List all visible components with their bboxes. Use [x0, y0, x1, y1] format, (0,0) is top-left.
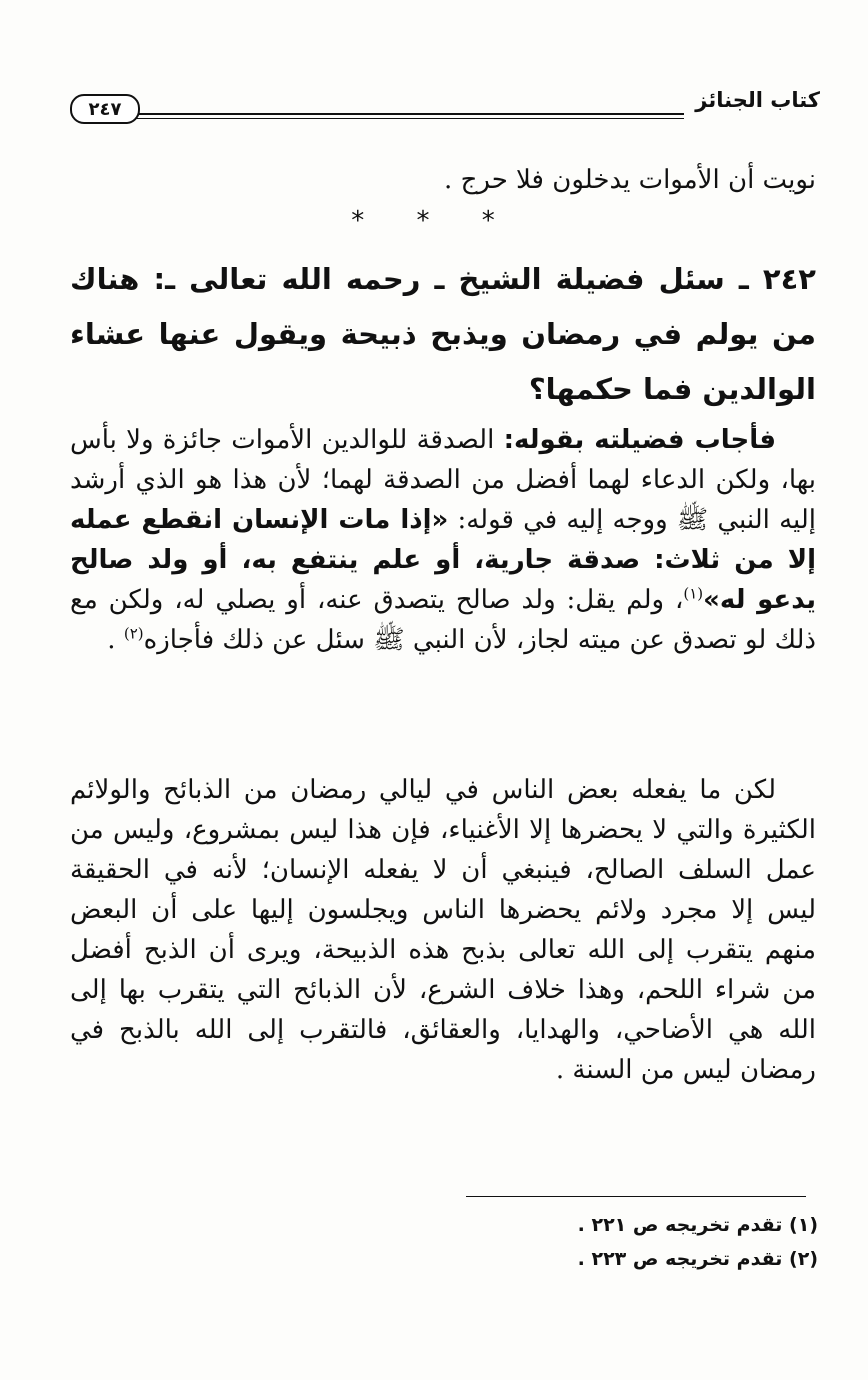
section-separator: * * *	[351, 206, 517, 236]
fatwa-question: ٢٤٢ ـ سئل فضيلة الشيخ ـ رحمه الله تعالى ـ: هناك من يولم في رمضان ويذبح ذبيحة ويقول عنها عشاء الوالدين فما حكمها؟	[70, 262, 816, 406]
answer-intro: فأجاب فضيلته بقوله:	[503, 425, 776, 455]
footnote-2: (٢) تقدم تخريجه ص ٢٢٣ .	[577, 1248, 818, 1270]
answer-text-2: ، ولم يقل: ولد صالح يتصدق عنه، أو يصلي له، ولكن مع ذلك لو تصدق عن ميته لجاز، لأن النبي ﷺ سئل عن ذلك فأجازه	[70, 585, 816, 655]
lead-line: نويت أن الأموات يدخلون فلا حرج .	[444, 165, 816, 195]
fatwa-answer	[70, 420, 816, 660]
footnote-1: (١) تقدم تخريجه ص ٢٢١ .	[577, 1214, 818, 1236]
footnotes	[318, 1208, 818, 1276]
header-rule	[134, 113, 684, 119]
footnote-marker-2: (٢)	[123, 624, 144, 643]
answer-text-3: .	[107, 625, 124, 655]
footnote-rule	[466, 1196, 806, 1197]
answer-paragraph-2: لكن ما يفعله بعض الناس في ليالي رمضان من الذبائح والولائم الكثيرة والتي لا يحضرها إلا الأغنياء، فإن هذا ليس بمشروع، وليس من عمل السلف الصالح، فينبغي أن لا يفعله الإنسان؛ لأنه في الحقيقة ليس إلا مجرد ولائم يحضرها الناس ويجلسون إليها على أن البعض منهم يتقرب إلى الله تعالى بذبح هذه الذبيحة، ويرى أن الذبح أفضل من شراء اللحم، وهذا خلاف الشرع، لأن الذبائح التي يتقرب بها إلى الله هي الأضاحي، والهدايا، والعقائق، فالتقرب إلى الله بالذبح في رمضان ليس من السنة .	[70, 775, 816, 1085]
hadith-quote: «إذا مات الإنسان انقطع عمله إلا من ثلاث: صدقة جارية، أو علم ينتفع به، أو ولد صالح يدعو له»	[70, 505, 816, 615]
answer-text-1: الصدقة للوالدين الأموات جائزة ولا بأس بها، ولكن الدعاء لهما أفضل من الصدقة لهما؛ لأن هذا هو الذي أرشد إليه النبي ﷺ ووجه إليه في قوله:	[70, 425, 816, 535]
page-header	[62, 84, 822, 130]
footnote-marker-1: (١)	[683, 584, 704, 603]
page-number: ٢٤٧	[70, 94, 140, 124]
book-title: كتاب الجنائز	[695, 88, 820, 112]
